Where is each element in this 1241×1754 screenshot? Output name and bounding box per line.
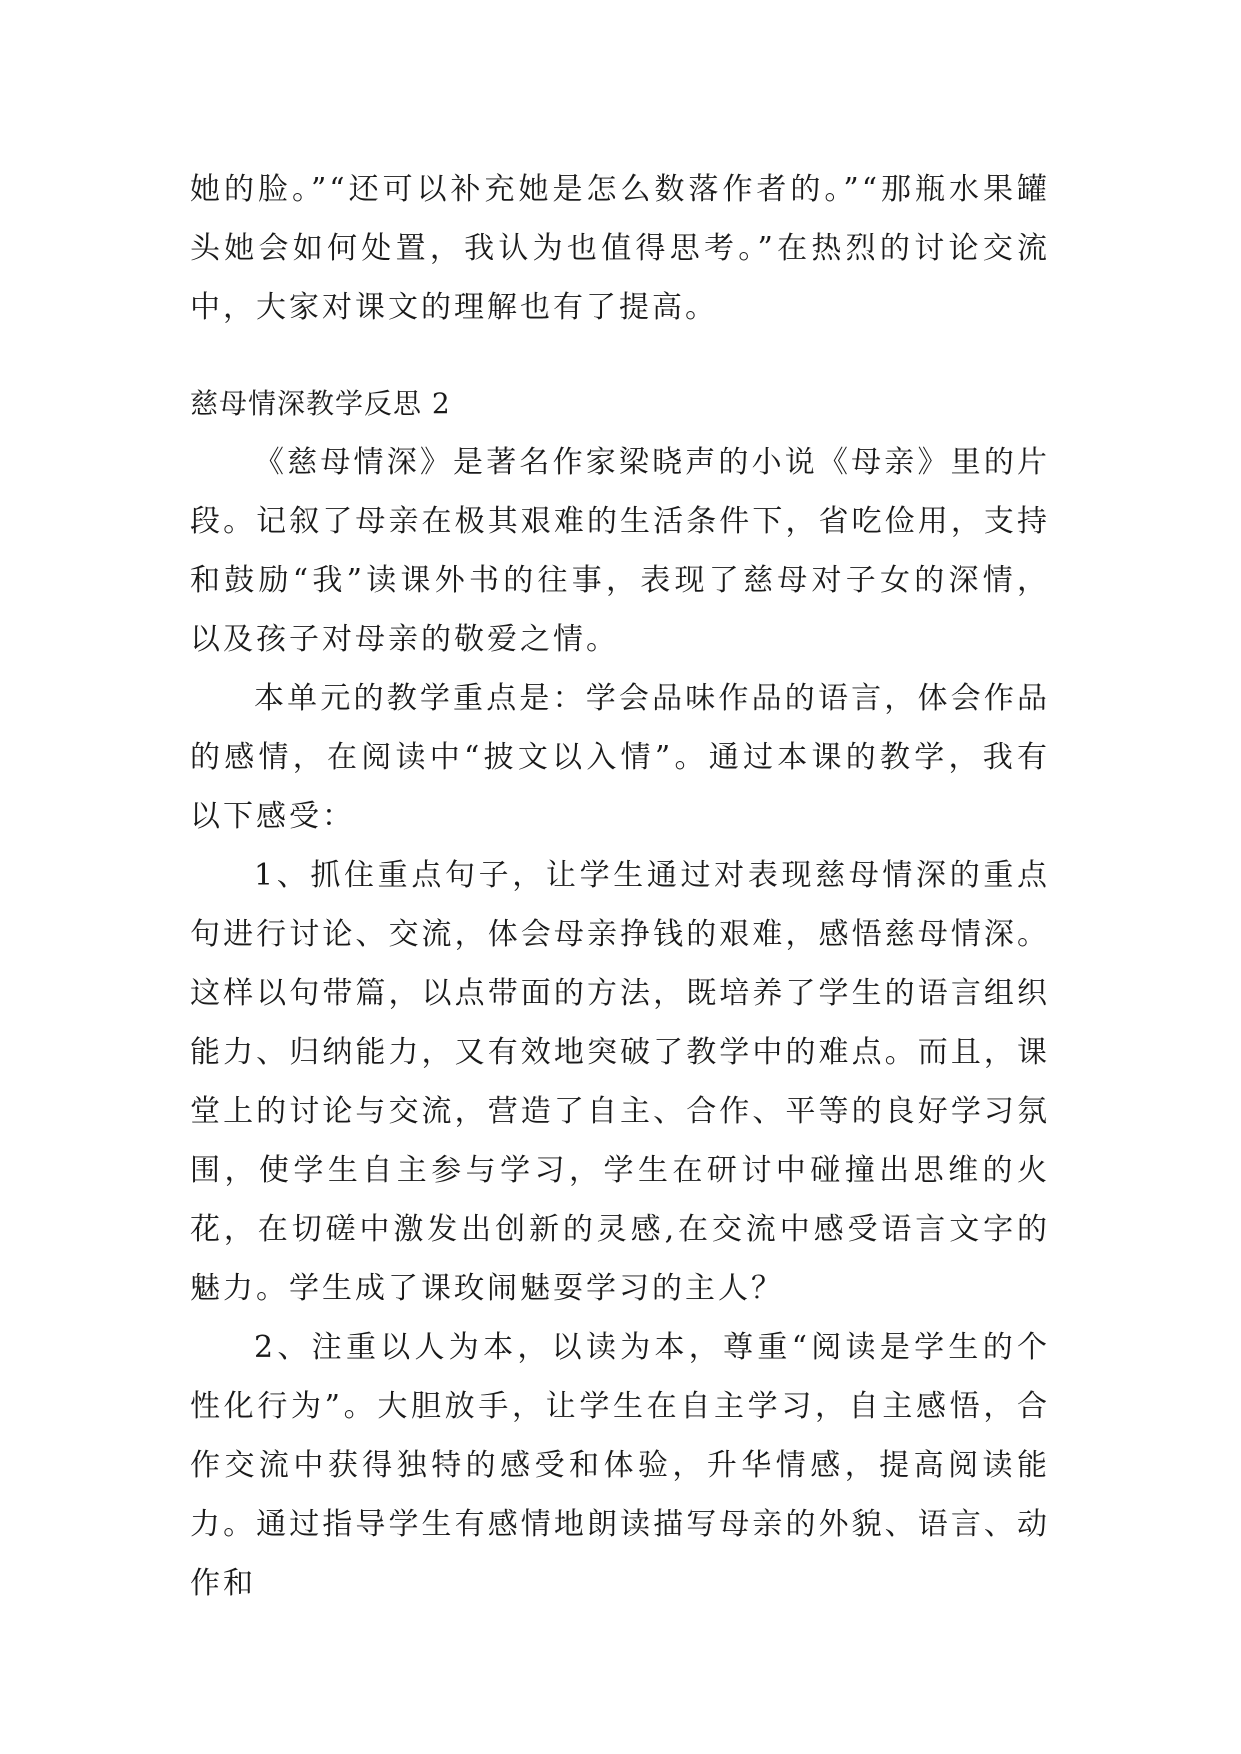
section-title: 慈母情深教学反思 2: [190, 387, 451, 420]
document-page: [190, 160, 1050, 1613]
continuation-paragraph: 她的脸。”“还可以补充她是怎么数落作者的。”“那瓶水果罐头她会如何处置，我认为也值得思考。”在热烈的讨论交流中，大家对课文的理解也有了提高。: [190, 172, 1050, 325]
body-paragraph-point-2: 2、注重以人为本，以读为本，尊重“阅读是学生的个性化行为”。大胆放手，让学生在自主学习，自主感悟，合作交流中获得独特的感受和体验，升华情感，提高阅读能力。通过指导学生有感情地朗读描写母亲的外貌、语言、动作和: [190, 1330, 1050, 1601]
body-paragraph-intro: 《慈母情深》是著名作家梁晓声的小说《母亲》里的片段。记叙了母亲在极其艰难的生活条件下，省吃俭用，支持和鼓励“我”读课外书的往事，表现了慈母对子女的深情，以及孩子对母亲的敬爱之情。: [190, 445, 1050, 657]
body-paragraph-point-1: 1、抓住重点句子，让学生通过对表现慈母情深的重点句进行讨论、交流，体会母亲挣钱的艰难，感悟慈母情深。这样以句带篇，以点带面的方法，既培养了学生的语言组织能力、归纳能力，又有效地突破了教学中的难点。而且，课堂上的讨论与交流，营造了自主、合作、平等的良好学习氛围，使学生自主参与学习，学生在研讨中碰撞出思维的火花，在切磋中激发出创新的灵感,在交流中感受语言文字的魅力。学生成了课玫闹魅耍学习的主人？: [190, 858, 1050, 1306]
body-paragraph-focus: 本单元的教学重点是：学会品味作品的语言，体会作品的感情，在阅读中“披文以入情”。通过本课的教学，我有以下感受：: [190, 681, 1050, 834]
